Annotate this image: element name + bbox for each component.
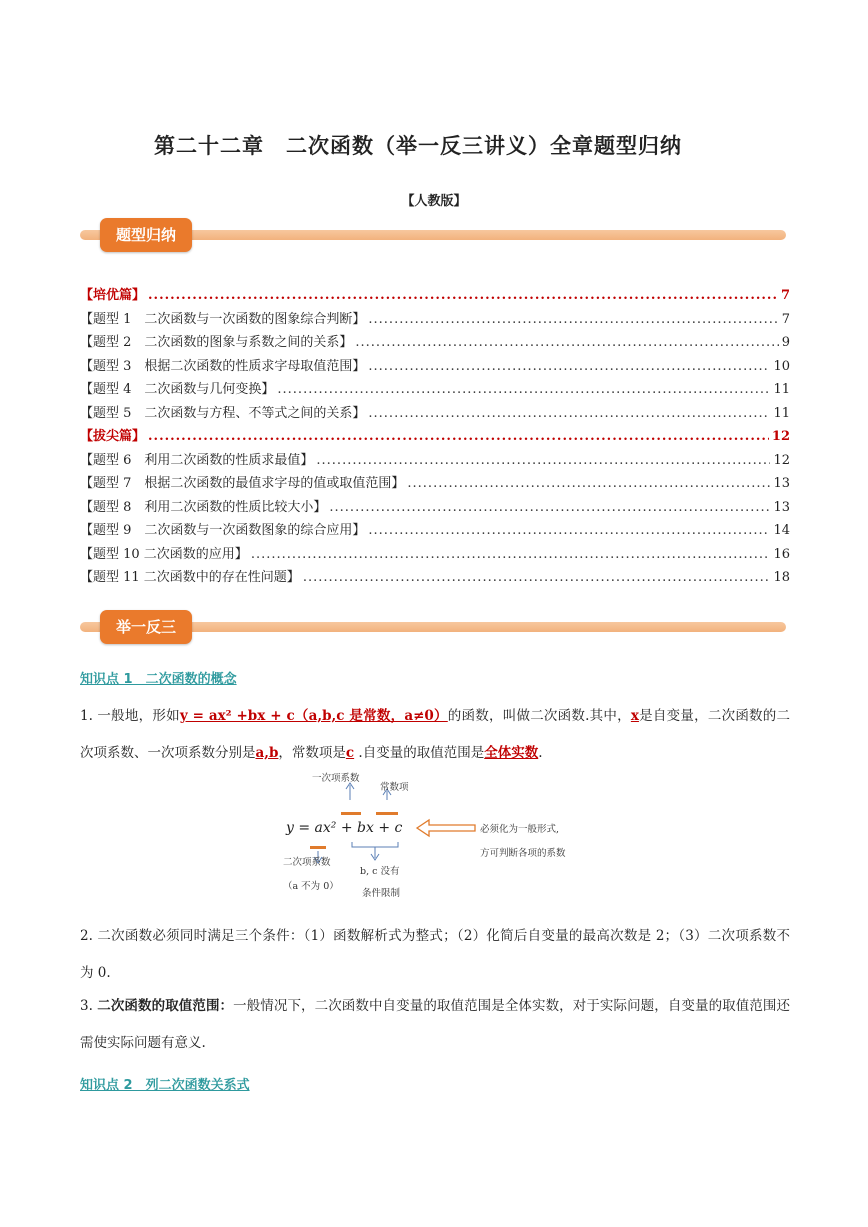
toc-entry-label: 【题型 2 二次函数的图象与系数之间的关系】 (80, 335, 353, 350)
toc-page-number: 11 (773, 382, 790, 397)
toc-page-number: 10 (773, 358, 790, 374)
table-of-contents (80, 284, 790, 590)
paragraph-3 (80, 988, 790, 1062)
toc-entry[interactable] (80, 543, 790, 567)
toc-entry[interactable] (80, 496, 790, 520)
toc-entry-label: 【题型 6 利用二次函数的性质求最值】 (80, 452, 314, 468)
toc-page-number: 7 (780, 288, 790, 303)
toc-entry-label: 【题型 7 根据二次函数的最值求字母的值或取值范围】 (80, 476, 405, 491)
toc-leader-dots (251, 547, 771, 562)
toc-leader-dots (329, 500, 770, 515)
toc-page-number: 13 (773, 499, 790, 515)
toc-section-entry[interactable] (80, 425, 790, 449)
toc-leader-dots (148, 288, 778, 303)
toc-entry[interactable] (80, 308, 790, 332)
section-banner-types (80, 218, 786, 254)
toc-leader-dots (368, 406, 770, 421)
toc-page-number: 9 (781, 335, 790, 350)
knowledge-point-1-heading: 知识点 1 二次函数的概念 (80, 672, 237, 687)
p1-text: .自变量的取值范围是 (354, 745, 485, 761)
toc-entry[interactable] (80, 566, 790, 590)
toc-entry[interactable] (80, 519, 790, 543)
label-constant-term: 常数项 (380, 782, 409, 793)
label-bc-note-1: b, c 没有 (360, 866, 400, 877)
label-bc-note-2: 条件限制 (362, 888, 401, 899)
toc-entry-label: 【培优篇】 (80, 288, 146, 303)
toc-page-number: 12 (771, 429, 790, 444)
toc-leader-dots (303, 570, 771, 585)
toc-leader-dots (277, 382, 770, 397)
toc-entry-label: 【题型 3 根据二次函数的性质求字母取值范围】 (80, 358, 366, 374)
toc-entry-label: 【题型 4 二次函数与几何变换】 (80, 382, 275, 397)
p1-text: 的函数，叫做二次函数.其中， (447, 708, 631, 724)
toc-entry[interactable] (80, 331, 790, 355)
label-a-nonzero: （a 不为 0） (283, 881, 339, 892)
toc-entry-label: 【题型 1 二次函数与一次函数的图象综合判断】 (80, 311, 366, 327)
toc-leader-dots (355, 335, 778, 350)
toc-page-number: 12 (773, 452, 790, 468)
paragraph-1 (80, 698, 790, 772)
edition-label: 【人教版】 (401, 194, 467, 209)
page-title: 第二十二章 二次函数（举一反三讲义）全章题型归纳 (154, 134, 682, 158)
toc-leader-dots (368, 359, 770, 374)
p1-text: 是自变量，二次函数的二次项系数、一次项系数分别是 (80, 708, 791, 761)
toc-entry[interactable] (80, 472, 790, 496)
toc-leader-dots (368, 523, 770, 538)
toc-section-entry[interactable] (80, 284, 790, 308)
toc-leader-dots (368, 312, 778, 327)
toc-page-number: 14 (773, 523, 790, 538)
label-standard-form-1: 必须化为一般形式, (480, 824, 560, 835)
toc-leader-dots (316, 453, 770, 468)
toc-entry[interactable] (80, 355, 790, 379)
knowledge-point-2-heading: 知识点 2 列二次函数关系式 (80, 1078, 250, 1093)
toc-entry[interactable] (80, 402, 790, 426)
toc-entry-label: 【题型 8 利用二次函数的性质比较大小】 (80, 499, 327, 515)
diagram-formula: y = ax² + bx + c (286, 820, 403, 836)
toc-page-number: 13 (773, 476, 790, 491)
p1-formula: y = ax² +bx + c（a,b,c 是常数，a≠0） (179, 708, 448, 724)
toc-entry-label: 【题型 9 二次函数与一次函数图象的综合应用】 (80, 523, 366, 538)
toc-page-number: 16 (773, 546, 790, 562)
toc-entry-label: 【拔尖篇】 (80, 429, 146, 444)
toc-leader-dots (148, 429, 769, 444)
toc-entry-label: 【题型 11 二次函数中的存在性问题】 (80, 570, 300, 585)
p1-range: 全体实数 (484, 745, 539, 761)
p3-number: 3. (80, 998, 98, 1014)
p1-constant: c (345, 745, 355, 761)
p3-bold-term: 二次函数的取值范围： (97, 998, 234, 1014)
toc-entry[interactable] (80, 378, 790, 402)
quadratic-form-diagram (270, 765, 620, 905)
banner-tag: 举一反三 (100, 610, 192, 644)
p1-text: ，常数项是 (278, 745, 346, 761)
label-linear-coefficient: 一次项系数 (312, 773, 360, 784)
p1-text: 1. 一般地，形如 (80, 708, 180, 724)
p1-variable: x (630, 708, 639, 724)
p1-text: . (538, 745, 543, 761)
label-standard-form-2: 方可判断各项的系数 (480, 848, 566, 859)
toc-page-number: 18 (773, 570, 790, 585)
banner-tag: 题型归纳 (100, 218, 192, 252)
toc-leader-dots (407, 476, 770, 491)
toc-page-number: 7 (781, 311, 790, 327)
label-quadratic-coefficient: 二次项系数 (283, 857, 331, 868)
toc-entry-label: 【题型 5 二次函数与方程、不等式之间的关系】 (80, 405, 366, 421)
toc-entry[interactable] (80, 449, 790, 473)
section-banner-examples (80, 610, 786, 646)
p1-coefficients: a,b (255, 745, 279, 761)
toc-page-number: 11 (773, 405, 790, 421)
paragraph-2: 2. 二次函数必须同时满足三个条件：（1）函数解析式为整式；（2）化简后自变量的最高次数是 2；（3）二次项系数不为 0. (80, 928, 790, 981)
toc-entry-label: 【题型 10 二次函数的应用】 (80, 546, 248, 562)
p3-text: 一般情况下，二次函数中自变量的取值范围是全体实数，对于实际问题，自变量的取值范围还需使实际问题有意义. (80, 998, 791, 1051)
